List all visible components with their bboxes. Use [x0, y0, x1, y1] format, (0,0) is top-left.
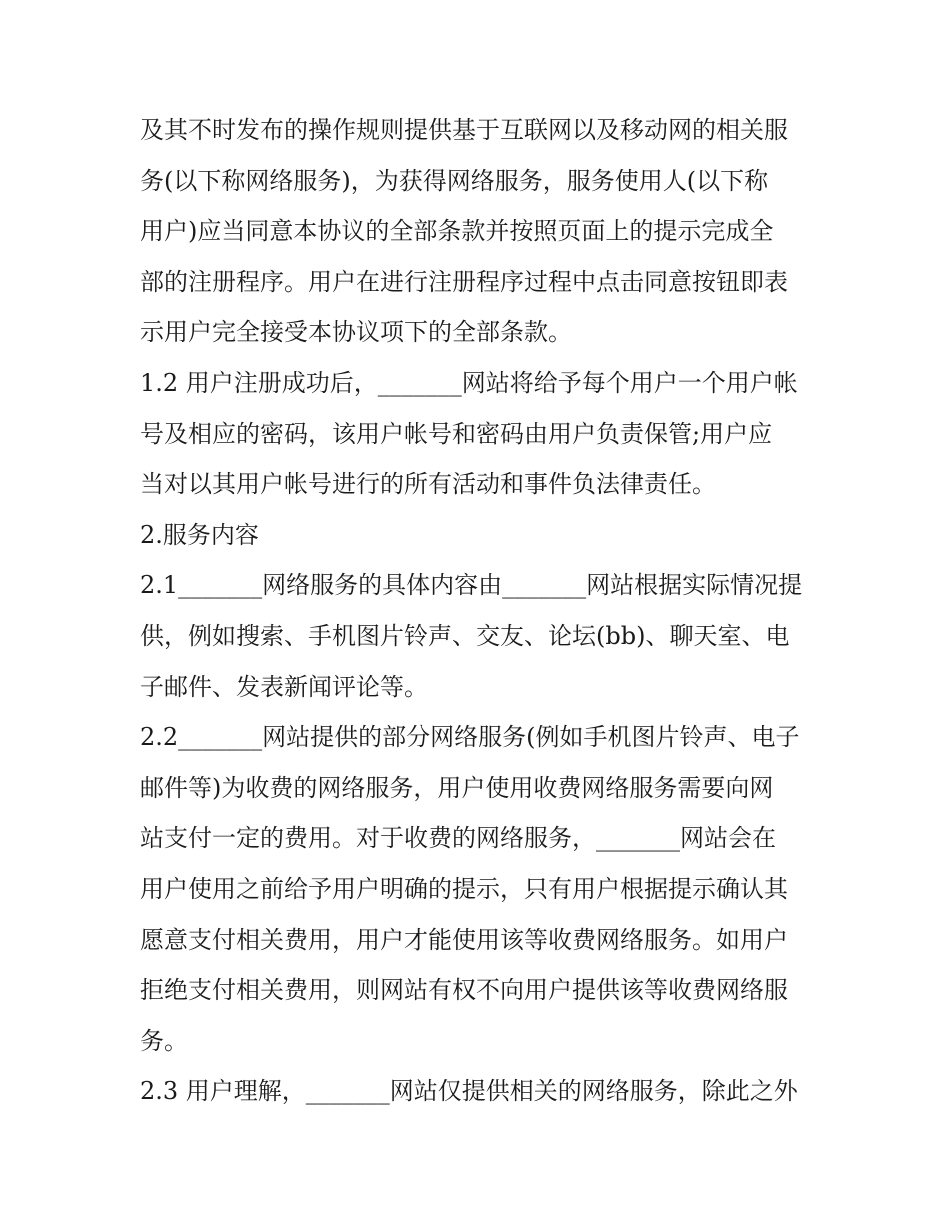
text-line: 当对以其用户帐号进行的所有活动和事件负法律责任。: [140, 470, 716, 498]
clause-1-2-line: 1.2 用户注册成功后，_______网站将给予每个用户一个用户帐: [140, 369, 798, 397]
clause-2-1-line: 2.1_______网络服务的具体内容由_______网站根据实际情况提: [140, 571, 803, 599]
text-line: 站支付一定的费用。对于收费的网络服务，_______网站会在: [140, 824, 776, 852]
clause-2-2-line: 2.2_______网站提供的部分网络服务(例如手机图片铃声、电子: [140, 723, 800, 751]
text-line: 号及相应的密码，该用户帐号和密码由用户负责保管;用户应: [140, 420, 773, 448]
text-line: 用户使用之前给予用户明确的提示，只有用户根据提示确认其: [140, 875, 788, 903]
text-line: 邮件等)为收费的网络服务，用户使用收费网络服务需要向网: [140, 774, 774, 802]
clause-2-3-line: 2.3 用户理解，_______网站仅提供相关的网络服务，除此之外: [140, 1077, 798, 1105]
text-line: 务(以下称网络服务)，为获得网络服务，服务使用人(以下称: [140, 167, 769, 195]
text-line: 拒绝支付相关费用，则网站有权不向用户提供该等收费网络服: [140, 976, 788, 1004]
text-line: 子邮件、发表新闻评论等。: [140, 673, 428, 701]
text-line: 务。: [140, 1027, 188, 1055]
text-line: 用户)应当同意本协议的全部条款并按照页面上的提示完成全: [140, 217, 774, 245]
text-line: 部的注册程序。用户在进行注册程序过程中点击同意按钮即表: [140, 268, 788, 296]
text-line: 愿意支付相关费用，用户才能使用该等收费网络服务。如用户: [140, 926, 788, 954]
text-line: 及其不时发布的操作规则提供基于互联网以及移动网的相关服: [140, 116, 788, 144]
text-line: 供，例如搜索、手机图片铃声、交友、论坛(bb)、聊天室、电: [140, 622, 790, 650]
section-heading-2: 2.服务内容: [140, 521, 259, 549]
text-line: 示用户完全接受本协议项下的全部条款。: [140, 318, 572, 346]
